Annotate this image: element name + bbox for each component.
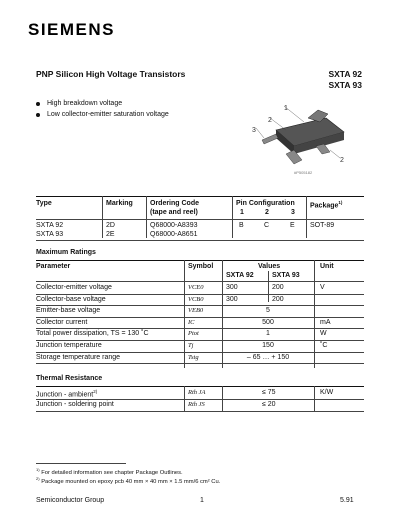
feature-item xyxy=(36,109,169,120)
table-cell: 150 xyxy=(262,342,274,349)
col-header-sxta92: SXTA 92 xyxy=(226,272,254,279)
table-cell: – 65 … + 150 xyxy=(246,353,290,361)
pin-label: 1 xyxy=(284,105,288,112)
table-cell: E xyxy=(290,222,295,229)
bullet-icon xyxy=(36,113,40,117)
footnote-text: For detailed information see chapter Package Outlines. xyxy=(41,469,183,476)
table-rule xyxy=(36,352,364,353)
feature-list xyxy=(36,98,169,120)
footnote-text: Package mounted on epoxy pcb 40 mm × 40 mm × 1.5 mm/6 cm² Cu. xyxy=(41,478,221,485)
table-cell xyxy=(36,389,97,398)
table-cell: Tj xyxy=(188,342,194,349)
col-header-type: Type xyxy=(36,200,52,207)
table-cell: SOT-89 xyxy=(310,222,335,229)
table-cell: V xyxy=(320,284,325,291)
footnote-ref: 1) xyxy=(338,200,343,205)
table-rule xyxy=(36,219,364,220)
table-cell: Collector current xyxy=(36,318,88,326)
table-rule xyxy=(36,305,364,306)
table-rule xyxy=(36,411,364,412)
pin-label: 2 xyxy=(340,157,344,164)
table-cell: VEB0 xyxy=(188,307,204,315)
footnote-rule xyxy=(36,463,126,464)
table-cell: VCE0 xyxy=(188,284,204,291)
table-cell: 300 xyxy=(226,295,238,303)
package-label: Package xyxy=(310,202,339,210)
bullet-icon xyxy=(36,102,40,106)
col-header-ordering: Ordering Code xyxy=(150,200,200,207)
table-cell: ˚C xyxy=(320,342,328,349)
table-cell: Rth JS xyxy=(188,401,205,408)
table-cell: 300 xyxy=(226,284,238,291)
table-cell: 200 xyxy=(272,284,284,291)
table-cell: Collector-base voltage xyxy=(36,295,106,303)
table-rule xyxy=(36,196,364,197)
table-cell: 5 xyxy=(266,307,270,315)
footnote-ref: 2) xyxy=(93,389,98,394)
table-rule xyxy=(36,340,364,341)
col-header-symbol: Symbol xyxy=(188,263,214,270)
table-cell: Q68000-A8651 xyxy=(150,231,198,238)
col-header-ordering-sub: (tape and reel) xyxy=(150,209,198,216)
table-cell: 1 xyxy=(266,330,270,338)
section-title-thermal: Thermal Resistance xyxy=(36,375,103,382)
col-header-values: Values xyxy=(258,263,281,270)
table-cell: Ptot xyxy=(188,330,199,338)
table-cell: ≤ 75 xyxy=(262,389,276,396)
table-rule xyxy=(36,317,364,318)
footer-left: Semiconductor Group xyxy=(36,497,105,504)
table-cell: SXTA 93 xyxy=(36,231,64,238)
part-number: SXTA 92 xyxy=(328,69,362,79)
table-cell: Total power dissipation, TS = 130 ˚C xyxy=(36,330,149,338)
table-rule xyxy=(36,399,364,400)
table-cell: W xyxy=(320,330,327,338)
col-header-pin1: 1 xyxy=(240,209,244,216)
part-numbers xyxy=(328,69,362,91)
lead-pin-tab xyxy=(316,144,330,154)
table-cell: mA xyxy=(320,318,331,326)
footnote xyxy=(36,476,220,485)
table-cell: C xyxy=(264,222,270,229)
table-cell: 2E xyxy=(106,231,115,238)
table-rule xyxy=(36,294,364,295)
part-number: SXTA 93 xyxy=(328,80,362,90)
table-cell: Junction temperature xyxy=(36,342,102,349)
document-title: PNP Silicon High Voltage Transistors xyxy=(36,69,186,79)
table-cell: Q68000-A8393 xyxy=(150,222,198,229)
col-header-pin3: 3 xyxy=(291,209,295,216)
table-cell: 500 xyxy=(262,318,274,326)
table-cell: 2D xyxy=(106,222,115,229)
col-header-package xyxy=(310,200,342,209)
col-header-parameter: Parameter xyxy=(36,263,71,270)
footnote xyxy=(36,467,183,476)
image-code: #P505182 xyxy=(294,170,313,175)
col-header-sxta93: SXTA 93 xyxy=(272,272,300,279)
table-cell: Collector-emitter voltage xyxy=(36,284,112,291)
pin-label: 2 xyxy=(268,117,272,124)
col-header-marking: Marking xyxy=(106,200,133,207)
table-cell: Rth JA xyxy=(188,389,206,396)
footnote-mark: 1) xyxy=(36,467,40,472)
sot89-package-image xyxy=(246,100,362,178)
parameter-text: Junction - ambient xyxy=(36,391,94,399)
page-number: 1 xyxy=(200,497,204,504)
table-cell: Storage temperature range xyxy=(36,353,121,361)
feature-text: High breakdown voltage xyxy=(47,100,123,107)
col-header-pin-config: Pin Configuration xyxy=(236,200,295,207)
siemens-logo: SIEMENS xyxy=(28,20,116,39)
lead-pin3 xyxy=(262,134,278,144)
feature-item xyxy=(36,98,169,109)
pin-label: 3 xyxy=(252,127,256,134)
col-header-pin2: 2 xyxy=(265,209,269,216)
footer-date: 5.91 xyxy=(340,497,354,504)
footnote-mark: 2) xyxy=(36,476,40,481)
feature-text: Low collector-emitter saturation voltage xyxy=(47,111,169,118)
table-cell: SXTA 92 xyxy=(36,222,64,229)
table-rule xyxy=(36,363,364,364)
table-cell: 200 xyxy=(272,295,284,303)
col-header-unit: Unit xyxy=(320,263,334,270)
table-cell: B xyxy=(239,222,244,229)
table-cell: ≤ 20 xyxy=(262,401,276,408)
table-cell: K/W xyxy=(320,389,334,396)
table-cell: IC xyxy=(188,318,195,326)
table-cell: Tstg xyxy=(188,353,199,361)
table-cell: Junction - soldering point xyxy=(36,401,114,408)
table-cell: Emitter-base voltage xyxy=(36,307,101,315)
table-cell: VCB0 xyxy=(188,295,204,303)
table-rule xyxy=(36,240,364,241)
section-title-max-ratings: Maximum Ratings xyxy=(36,249,96,256)
